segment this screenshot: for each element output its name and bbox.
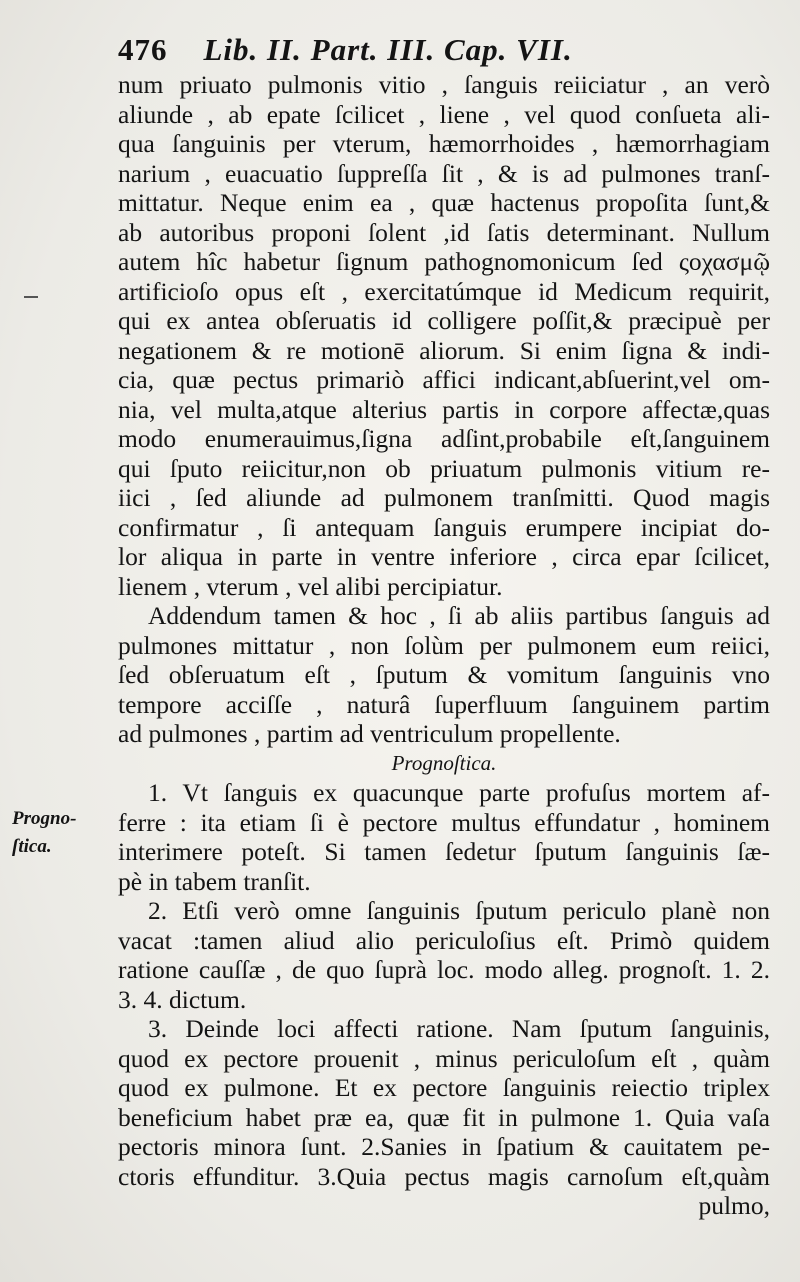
- text-line: 3. Deinde loci affecti ratione. Nam ſputum ſanguinis,: [148, 1014, 770, 1043]
- text-line: qui ſputo reiicitur,non ob priuatum pulmonis vitium re-: [118, 453, 770, 483]
- text-line: beneficium habet præ ea, quæ fit in pulmone 1. Quia vaſa: [118, 1102, 770, 1132]
- text-line: negationem & re motionē aliorum. Si enim ſigna & indi-: [118, 335, 770, 365]
- margin-dash: [24, 296, 38, 298]
- text-line: num priuato pulmonis vitio , ſanguis reiiciatur , an verò: [118, 70, 770, 99]
- text-line: ctoris effunditur. 3.Quia pectus magis carnoſum eſt,quàm: [118, 1161, 770, 1191]
- text-line: qua ſanguinis per vterum, hæmorrhoides , hæmorrhagiam: [118, 129, 770, 158]
- text-line: pectoris minora ſunt. 2.Sanies in ſpatium & cauitatem pe-: [118, 1132, 770, 1161]
- text-line: vacat :tamen aliud alio periculoſius eſt. Primò quidem: [118, 925, 770, 955]
- text-line: ad pulmones , partim ad ventriculum propellente.: [118, 719, 621, 748]
- text-line: quod ex pectore prouenit , minus periculoſum eſt , quàm: [118, 1043, 770, 1073]
- section-heading: Prognoſtica.: [391, 750, 497, 775]
- text-line: artificioſo opus eſt , exercitatúmque id Medicum requirit,: [118, 276, 770, 306]
- text-line: ratione cauſſæ , de quo ſuprà loc. modo alleg. prognoſt. 1. 2.: [118, 955, 770, 984]
- text-line: modo enumerauimus,ſigna adſint,probabile eſt,ſanguinem: [118, 424, 770, 453]
- text-line: autem hîc habetur ſignum pathognomonicum ſed ςοχασμῷ: [118, 247, 770, 276]
- text-line: pulmones mittatur , non ſolùm per pulmonem eum reiici,: [118, 630, 770, 660]
- text-line: lienem , vterum , vel alibi percipiatur.: [118, 571, 503, 601]
- margin-note: [12, 805, 112, 861]
- page-header: [118, 30, 718, 70]
- text-line: lor aliqua in parte in ventre inferiore , circa epar ſcilicet,: [118, 542, 770, 571]
- text-line: confirmatur , ſi antequam ſanguis erumpere incipiat do-: [118, 512, 770, 542]
- text-line: aliunde , ab epate ſcilicet , liene , vel quod conſueta ali-: [118, 99, 770, 129]
- body-text: [118, 70, 770, 1221]
- text-line: 3. 4. dictum.: [118, 984, 247, 1014]
- text-line: narium , euacuatio ſuppreſſa ſit , & is ad pulmones tranſ-: [118, 158, 770, 188]
- text-line: tempore acciſſe , naturâ ſuperfluum ſanguinem partim: [118, 689, 770, 719]
- text-line: 2. Etſi verò omne ſanguinis ſputum periculo planè non: [148, 896, 770, 925]
- text-line: quod ex pulmone. Et ex pectore ſanguinis reiectio triplex: [118, 1073, 770, 1102]
- text-line: ferre : ita etiam ſi è pectore multus effundatur , hominem: [118, 807, 770, 837]
- text-line: cia, quæ pectus primariò affici indicant,abſuerint,vel om-: [118, 365, 770, 394]
- text-line: pè in tabem tranſit.: [118, 866, 311, 896]
- running-title: Lib. II. Part. III. Cap. VII.: [203, 32, 573, 67]
- text-line: mittatur. Neque enim ea , quæ hactenus propoſita ſunt,&: [118, 188, 770, 217]
- text-line: Addendum tamen & hoc , ſi ab aliis partibus ſanguis ad: [148, 601, 770, 630]
- text-line: qui ex antea obſeruatis id colligere poſſit,& præcipuè per: [118, 306, 770, 335]
- text-line: interimere poteſt. Si tamen ſedetur ſputum ſanguinis ſæ-: [118, 837, 770, 866]
- text-line: ſed obſeruatum eſt , ſputum & vomitum ſanguinis vno: [118, 660, 770, 689]
- text-line: iici , ſed aliunde ad pulmonem tranſmitti. Quod magis: [118, 483, 770, 512]
- margin-note-line: ſtica.: [12, 836, 52, 857]
- page-number: 476: [118, 32, 168, 67]
- text-line: ab autoribus proponi ſolent ,id ſatis determinant. Nullum: [118, 217, 770, 247]
- text-line: nia, vel multa,atque alterius partis in corpore affectæ,quas: [118, 394, 770, 424]
- margin-note-line: Progno-: [12, 808, 77, 829]
- catchword: pulmo,: [698, 1191, 770, 1220]
- text-line: 1. Vt ſanguis ex quacunque parte profuſus mortem af-: [148, 778, 770, 807]
